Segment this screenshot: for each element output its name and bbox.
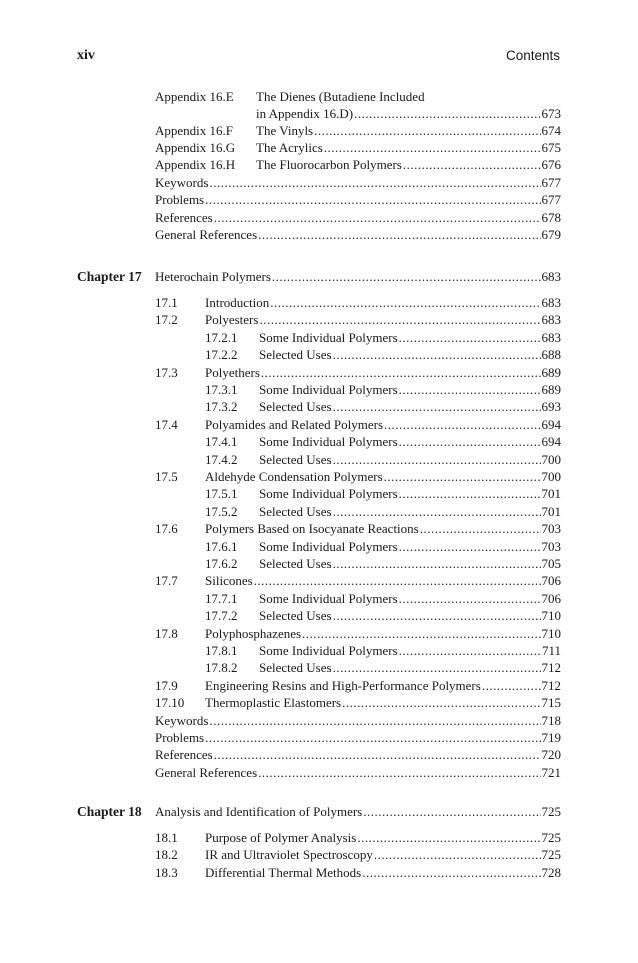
page-ref: 677: [541, 175, 561, 190]
section-number: 17.3.2: [205, 399, 238, 415]
page-ref: 683: [541, 295, 561, 310]
leader-dots: [302, 625, 540, 642]
chapter-label: Chapter 18: [77, 804, 142, 819]
leader-dots: [258, 226, 540, 243]
toc-entry-general-references[interactable]: [155, 226, 561, 243]
page-ref: 706: [541, 573, 561, 589]
page-ref: 694: [541, 416, 561, 432]
leader-dots: [214, 746, 541, 763]
appendix-title: The Vinyls: [256, 123, 314, 138]
page-ref: 728: [541, 864, 561, 880]
chapter-title: Heterochain Polymers: [155, 269, 271, 284]
leader-dots: [357, 829, 540, 846]
toc-section[interactable]: [205, 677, 561, 694]
page-ref: 725: [541, 830, 561, 845]
page-ref: 689: [541, 382, 561, 397]
section-number: 17.7: [155, 573, 178, 589]
page-ref: 712: [541, 677, 561, 693]
page-ref: 725: [541, 804, 561, 819]
appendix-label: Appendix 16.H: [155, 157, 236, 172]
entry-title: Some Individual Polymers: [259, 434, 398, 450]
toc-entry[interactable]: [256, 122, 561, 139]
entry-title: Purpose of Polymer Analysis: [205, 830, 357, 845]
section-number: 17.4: [155, 416, 178, 432]
toc-subsection[interactable]: [259, 346, 561, 363]
page-ref: 705: [541, 556, 561, 571]
entry-title: References: [155, 209, 213, 225]
toc-entry-references[interactable]: [155, 209, 561, 226]
section-number: 17.8: [155, 625, 178, 641]
entry-title: Polyethers: [205, 364, 260, 380]
entry-title: Problems: [155, 730, 205, 745]
entry-title: Engineering Resins and High-Performance Polymers: [205, 677, 481, 693]
leader-dots: [482, 677, 541, 694]
toc-subsection[interactable]: [259, 555, 561, 572]
leader-dots: [399, 485, 541, 502]
entry-title: Some Individual Polymers: [259, 486, 398, 502]
toc-subsection[interactable]: [259, 398, 561, 415]
entry-title: Selected Uses: [259, 451, 332, 467]
section-number: 17.2.2: [205, 347, 238, 363]
toc-subsection[interactable]: [259, 451, 561, 468]
entry-title: Polymers Based on Isocyanate Reactions: [205, 521, 419, 537]
toc-section[interactable]: [205, 864, 561, 881]
entry-title: Selected Uses: [259, 399, 332, 415]
entry-title: Aldehyde Condensation Polymers: [205, 469, 383, 484]
entry-title: Selected Uses: [259, 660, 332, 676]
toc-section[interactable]: [205, 364, 561, 381]
toc-entry[interactable]: [256, 105, 561, 122]
leader-dots: [205, 191, 540, 208]
chapter-label: Chapter 17: [77, 269, 142, 284]
page-ref: 694: [541, 434, 561, 450]
toc-entry-keywords[interactable]: [155, 174, 561, 191]
leader-dots: [399, 381, 541, 398]
leader-dots: [209, 174, 540, 191]
appendix-label: Appendix 16.F: [155, 123, 233, 138]
leader-dots: [333, 503, 541, 520]
entry-title: Polyesters: [205, 312, 259, 328]
section-number: 17.4.1: [205, 434, 238, 450]
page-ref: 674: [541, 123, 561, 138]
toc-entry-problems[interactable]: [155, 729, 561, 746]
leader-dots: [384, 468, 541, 485]
leader-dots: [261, 364, 541, 381]
appendix-title: The Fluorocarbon Polymers: [256, 157, 402, 172]
section-number: 17.10: [155, 695, 185, 711]
leader-dots: [314, 122, 540, 139]
leader-dots: [270, 294, 540, 311]
toc-entry-problems[interactable]: [155, 191, 561, 208]
page-ref: 673: [541, 106, 561, 121]
section-number: 18.2: [155, 847, 178, 863]
toc-subsection[interactable]: [259, 329, 561, 346]
toc-subsection[interactable]: [259, 642, 561, 659]
page-ref: 700: [541, 469, 561, 484]
entry-title: References: [155, 747, 213, 763]
leader-dots: [374, 846, 541, 863]
page-ref: 720: [541, 747, 561, 763]
page-ref: 679: [541, 227, 561, 243]
appendix-title-continued: in Appendix 16.D): [256, 106, 354, 121]
page-ref: 675: [541, 140, 561, 155]
leader-dots: [272, 268, 541, 285]
leader-dots: [259, 311, 540, 328]
entry-title: General References: [155, 764, 258, 780]
leader-dots: [324, 139, 541, 156]
page-number: xiv: [77, 48, 95, 63]
section-number: 17.8.1: [205, 643, 238, 658]
toc-section[interactable]: [205, 468, 561, 485]
leader-dots: [399, 642, 541, 659]
entry-title: Polyamides and Related Polymers: [205, 416, 384, 432]
entry-title: Problems: [155, 192, 205, 208]
entry-title: Some Individual Polymers: [259, 643, 398, 658]
page-ref: 715: [541, 695, 561, 711]
toc-subsection[interactable]: [259, 503, 561, 520]
toc-subsection[interactable]: [259, 659, 561, 676]
leader-dots: [333, 451, 541, 468]
page-ref: 678: [541, 209, 561, 225]
section-number: 17.6: [155, 521, 178, 537]
toc-section[interactable]: [205, 625, 561, 642]
page-ref: 706: [541, 590, 561, 606]
leader-dots: [399, 329, 541, 346]
chapter-entry[interactable]: [155, 268, 561, 285]
leader-dots: [342, 694, 540, 711]
toc-section[interactable]: [205, 311, 561, 328]
page-ref: 701: [541, 503, 561, 519]
entry-title: Thermoplastic Elastomers: [205, 695, 342, 711]
leader-dots: [258, 764, 540, 781]
toc-subsection[interactable]: [259, 607, 561, 624]
toc-section[interactable]: [205, 520, 561, 537]
toc-section[interactable]: [205, 294, 561, 311]
section-number: 17.2: [155, 312, 178, 328]
toc-subsection[interactable]: [259, 538, 561, 555]
entry-title: Some Individual Polymers: [259, 382, 398, 397]
page-ref: 703: [541, 521, 561, 537]
appendix-label: Appendix 16.G: [155, 140, 236, 155]
leader-dots: [333, 555, 541, 572]
toc-entry-references[interactable]: [155, 746, 561, 763]
leader-dots: [363, 803, 540, 820]
section-number: 17.1: [155, 295, 178, 310]
toc-section[interactable]: [205, 846, 561, 863]
page-ref: 693: [541, 399, 561, 415]
leader-dots: [333, 346, 541, 363]
entry-title: Silicones: [205, 573, 253, 589]
page-ref: 677: [541, 192, 561, 208]
leader-dots: [354, 105, 540, 122]
entry-title: Selected Uses: [259, 556, 332, 571]
section-number: 17.6.2: [205, 556, 238, 571]
running-title: Contents: [505, 48, 560, 63]
entry-title: Selected Uses: [259, 503, 332, 519]
leader-dots: [209, 712, 540, 729]
page-ref: 711: [541, 643, 561, 658]
appendix-label: Appendix 16.E: [155, 89, 234, 104]
entry-title: IR and Ultraviolet Spectroscopy: [205, 847, 373, 863]
section-number: 17.8.2: [205, 660, 238, 676]
toc-section[interactable]: [205, 829, 561, 846]
section-number: 17.2.1: [205, 329, 238, 345]
toc-subsection[interactable]: [259, 381, 561, 398]
toc-entry[interactable]: [256, 139, 561, 156]
section-number: 18.1: [155, 830, 178, 845]
page-ref: 700: [541, 451, 561, 467]
page-ref: 689: [541, 364, 561, 380]
appendix-title: The Acrylics: [256, 140, 323, 155]
leader-dots: [399, 538, 541, 555]
leader-dots: [403, 156, 541, 173]
entry-title: Selected Uses: [259, 347, 332, 363]
entry-title: Some Individual Polymers: [259, 590, 398, 606]
leader-dots: [420, 520, 541, 537]
chapter-entry[interactable]: [155, 803, 561, 820]
toc-subsection[interactable]: [259, 485, 561, 502]
page-ref: 710: [541, 608, 561, 624]
page-ref: 683: [541, 329, 561, 345]
entry-title: Some Individual Polymers: [259, 329, 398, 345]
page-ref: 676: [541, 157, 561, 172]
leader-dots: [399, 433, 541, 450]
section-number: 17.7.2: [205, 608, 238, 624]
page-ref: 721: [541, 764, 561, 780]
page-ref: 683: [541, 312, 561, 328]
leader-dots: [254, 572, 541, 589]
section-number: 17.3.1: [205, 382, 238, 397]
entry-title: Keywords: [155, 712, 209, 728]
leader-dots: [333, 398, 541, 415]
section-number: 17.6.1: [205, 538, 238, 554]
page-ref: 710: [541, 625, 561, 641]
leader-dots: [362, 864, 540, 881]
entry-title: Introduction: [205, 295, 270, 310]
entry-title: Selected Uses: [259, 608, 332, 624]
section-number: 17.4.2: [205, 451, 238, 467]
section-number: 17.5: [155, 469, 178, 484]
chapter-title: Analysis and Identification of Polymers: [155, 804, 363, 819]
entry-title: Differential Thermal Methods: [205, 864, 362, 880]
toc-section[interactable]: [205, 694, 561, 711]
toc-entry-general-references[interactable]: [155, 764, 561, 781]
leader-dots: [333, 659, 541, 676]
toc-subsection[interactable]: [259, 590, 561, 607]
leader-dots: [384, 416, 540, 433]
page-ref: 725: [541, 847, 561, 863]
appendix-title: The Dienes (Butadiene Included: [256, 89, 425, 104]
section-number: 17.9: [155, 677, 178, 693]
page-ref: 718: [541, 712, 561, 728]
leader-dots: [399, 590, 541, 607]
entry-title: Keywords: [155, 175, 209, 190]
page-ref: 683: [541, 269, 561, 284]
section-number: 17.5.2: [205, 503, 238, 519]
leader-dots: [333, 607, 541, 624]
leader-dots: [214, 209, 541, 226]
page-ref: 688: [541, 347, 561, 363]
toc-entry-keywords[interactable]: [155, 712, 561, 729]
entry-title: General References: [155, 227, 258, 243]
toc-subsection[interactable]: [259, 433, 561, 450]
page-ref: 712: [541, 660, 561, 676]
section-number: 17.5.1: [205, 486, 238, 502]
section-number: 17.3: [155, 364, 178, 380]
entry-title: Polyphosphazenes: [205, 625, 302, 641]
entry-title: Some Individual Polymers: [259, 538, 398, 554]
leader-dots: [205, 729, 540, 746]
section-number: 18.3: [155, 864, 178, 880]
toc-entry[interactable]: [256, 156, 561, 173]
page-ref: 703: [541, 538, 561, 554]
toc-section[interactable]: [205, 416, 561, 433]
page-ref: 719: [541, 730, 561, 745]
page-ref: 701: [541, 486, 561, 502]
section-number: 17.7.1: [205, 590, 238, 606]
toc-section[interactable]: [205, 572, 561, 589]
